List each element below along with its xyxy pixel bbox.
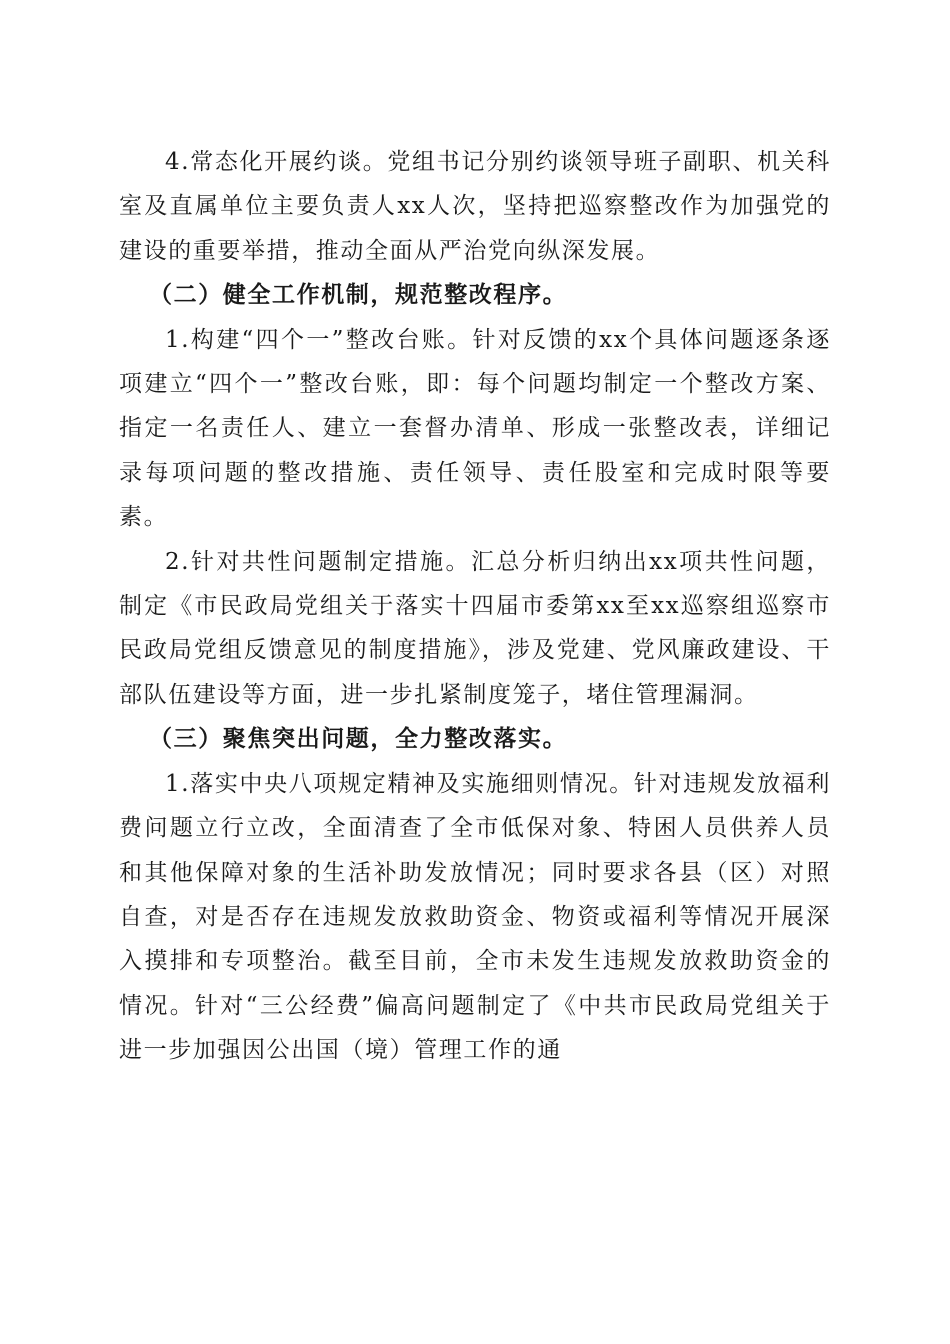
paragraph-common-issues: 2.针对共性问题制定措施。汇总分析归纳出xx项共性问题，制定《市民政局党组关于落实十四届市委第xx至xx巡察组巡察市民政局党组反馈意见的制度措施》，涉及党建、党风廉政建设、干部队伍建设等方面，进一步扎紧制度笼子，堵住管理漏洞。	[119, 548, 831, 708]
document-body	[119, 140, 831, 1073]
section-heading-two: （二）健全工作机制，规范整改程序。	[149, 281, 568, 309]
paragraph-ledger: 1.构建“四个一”整改台账。针对反馈的xx个具体问题逐条逐项建立“四个一”整改台账，即：每个问题均制定一个整改方案、指定一名责任人、建立一套督办清单、形成一张整改表，详细记录每项问题的整改措施、责任领导、责任股室和完成时限等要素。	[119, 326, 831, 531]
paragraph-eight-rules: 1.落实中央八项规定精神及实施细则情况。针对违规发放福利费问题立行立改，全面清查了全市低保对象、特困人员供养人员和其他保障对象的生活补助发放情况；同时要求各县（区）对照自查，对是否存在违规发放救助资金、物资或福利等情况开展深入摸排和专项整治。截至目前，全市未发生违规发放救助资金的情况。针对“三公经费”偏高问题制定了《中共市民政局党组关于进一步加强因公出国（境）管理工作的通	[119, 770, 831, 1064]
section-heading-three: （三）聚焦突出问题，全力整改落实。	[149, 725, 568, 753]
paragraph-interviews: 4.常态化开展约谈。党组书记分别约谈领导班子副职、机关科室及直属单位主要负责人xx人次，坚持把巡察整改作为加强党的建设的重要举措，推动全面从严治党向纵深发展。	[119, 149, 831, 264]
